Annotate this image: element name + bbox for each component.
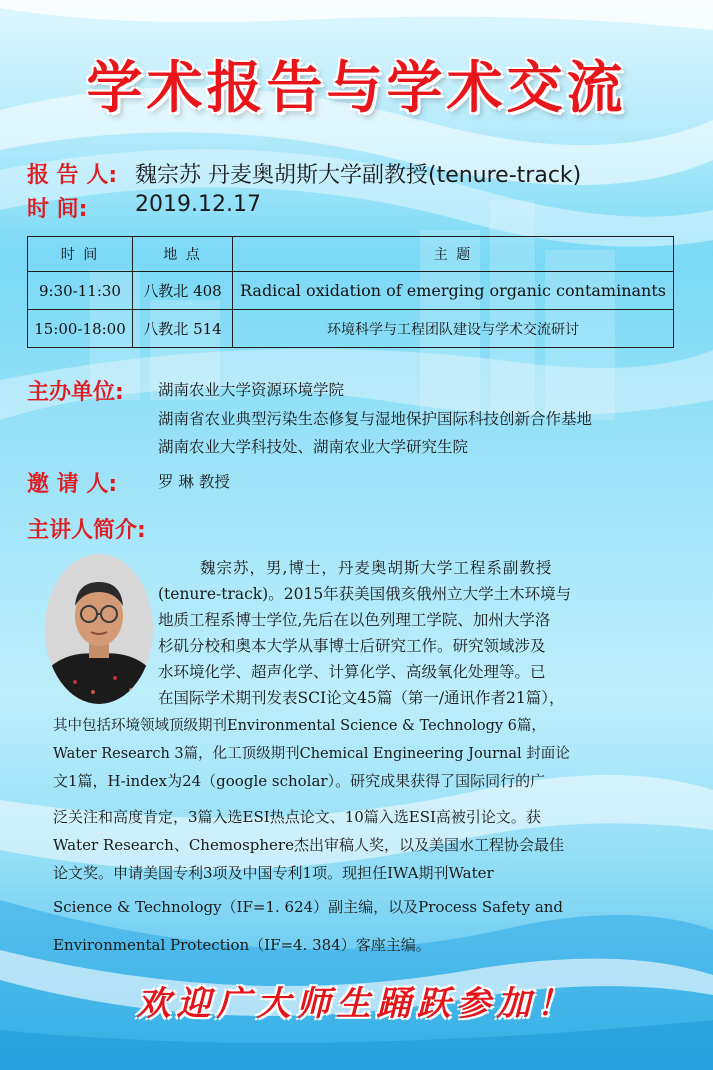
bio-line: 杉矶分校和奥本大学从事博士后研究工作。研究领域涉及 bbox=[158, 637, 546, 655]
header-time: 时 间 bbox=[28, 237, 133, 272]
bio-line: 论文奖。申请美国专利3项及中国专利1项。现担任IWA期刊Water bbox=[53, 864, 494, 882]
bio-line: 地质工程系博士学位,先后在以色列理工学院、加州大学洛 bbox=[158, 611, 551, 629]
speaker-label: 报 告 人: bbox=[27, 163, 118, 188]
row-topic: 环境科学与工程团队建设与学术交流研讨 bbox=[233, 310, 674, 348]
inviter-label: 邀 请 人: bbox=[27, 472, 118, 497]
bio-line: Science & Technology（IF=1. 624）副主编，以及Process Safety and bbox=[53, 898, 564, 916]
bio-line: 文1篇，H-index为24（google scholar）。研究成果获得了国际同行的广 bbox=[53, 772, 546, 790]
header-location: 地 点 bbox=[133, 237, 233, 272]
organizer-item: 湖南省农业典型污染生态修复与湿地保护国际科技创新合作基地 bbox=[158, 410, 593, 428]
schedule-table bbox=[27, 236, 674, 348]
row-topic: Radical oxidation of emerging organic contaminants bbox=[233, 272, 674, 310]
row-location: 八教北 408 bbox=[133, 272, 233, 310]
poster-title: 学术报告与学术交流 bbox=[86, 56, 627, 121]
time-label: 时 间: bbox=[27, 197, 88, 222]
bio-line: (tenure-track)。2015年获美国俄亥俄州立大学土木环境与 bbox=[158, 585, 572, 603]
bio-line: 魏宗苏，男,博士，丹麦奥胡斯大学工程系副教授 bbox=[200, 559, 553, 577]
organizer-item: 湖南农业大学资源环境学院 bbox=[158, 381, 345, 399]
bio-line: 泛关注和高度肯定，3篇入选ESI热点论文、10篇入选ESI高被引论文。获 bbox=[53, 808, 541, 826]
schedule-header-row bbox=[28, 237, 674, 272]
bio-line: Environmental Protection（IF=4. 384）客座主编。 bbox=[53, 936, 431, 954]
bio-line: 在国际学术期刊发表SCI论文45篇（第一/通讯作者21篇）， bbox=[158, 689, 565, 707]
footer-slogan: 欢迎广大师生踊跃参加！ bbox=[136, 984, 577, 1024]
row-time: 9:30-11:30 bbox=[28, 272, 133, 310]
inviter-value: 罗 琳 教授 bbox=[158, 473, 230, 491]
bio-line: Water Research、Chemosphere杰出审稿人奖，以及美国水工程协会最佳 bbox=[53, 836, 564, 854]
bio-line: 其中包括环境领域顶级期刊Environmental Science & Technology 6篇， bbox=[53, 718, 546, 734]
table-row bbox=[28, 310, 674, 348]
speaker-photo bbox=[45, 554, 153, 704]
bio-label: 主讲人简介: bbox=[27, 518, 146, 543]
table-row bbox=[28, 272, 674, 310]
row-time: 15:00-18:00 bbox=[28, 310, 133, 348]
organizer-item: 湖南农业大学科技处、湖南农业大学研究生院 bbox=[158, 438, 469, 456]
header-topic: 主 题 bbox=[233, 237, 674, 272]
bio-line: 水环境化学、超声化学、计算化学、高级氧化处理等。已 bbox=[158, 663, 546, 681]
organizers-label: 主办单位: bbox=[27, 380, 124, 405]
row-location: 八教北 514 bbox=[133, 310, 233, 348]
speaker-value: 魏宗苏 丹麦奥胡斯大学副教授(tenure-track) bbox=[135, 163, 582, 188]
bio-line: Water Research 3篇，化工顶级期刊Chemical Engineering Journal 封面论 bbox=[53, 746, 570, 762]
time-value: 2019.12.17 bbox=[135, 192, 261, 217]
